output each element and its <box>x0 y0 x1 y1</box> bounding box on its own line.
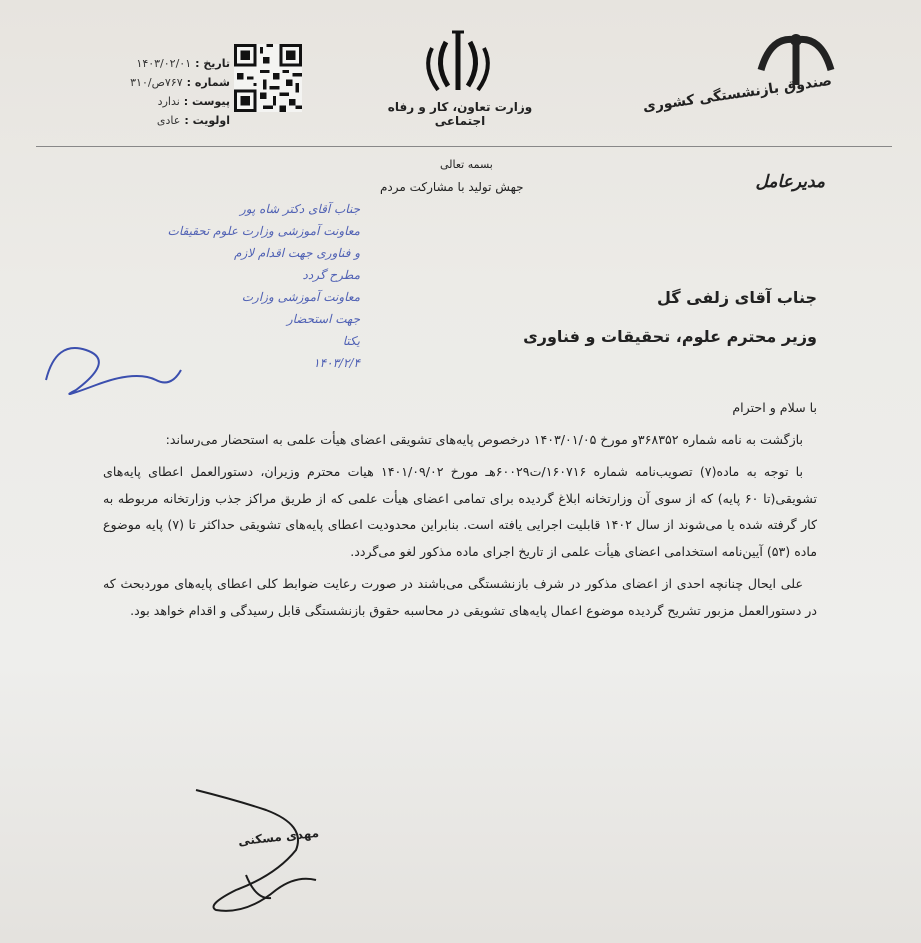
qr-code <box>234 44 302 112</box>
signature <box>176 780 336 920</box>
paragraph: علی ایحال چنانچه احدی از اعضای مذکور در شرف بازنشستگی می‌باشند در صورت رعایت ضوابط کلی اعطای پایه‌های موردبحث که در دستورالعمل مزبور تشریح گردیده موضوع اعمال پایه‌های تشویقی در محاسبه حقوق بازنشستگی قابل رسیدگی و اقدام خواهد بود. <box>103 576 817 618</box>
addressee-name: جناب آقای زلفی گل <box>657 288 817 307</box>
signer-name: مهدی مسکنی <box>237 825 320 849</box>
note-line: معاونت آموزشی وزارت <box>241 290 360 304</box>
meta-attachment: پیوست : ندارد <box>157 95 230 108</box>
paragraph: بازگشت به نامه شماره ۳۶۸۳۵۲و مورخ ۱۴۰۳/۰۱/۰۵ درخصوص پایه‌های تشویقی اعضای هیأت علمی به استحضار می‌رساند: <box>165 431 803 447</box>
note-line: جهت استحضار <box>286 312 360 326</box>
greeting: با سلام و احترام <box>732 400 817 415</box>
note-line: جناب آقای دکتر شاه پور <box>240 202 360 216</box>
sender-title: مدیرعامل <box>755 172 825 192</box>
national-emblem <box>418 28 498 98</box>
note-line: یکتا <box>342 334 360 348</box>
organization-name: صندوق بازنشستگی کشوری <box>642 72 834 116</box>
note-line: و فناوری جهت اقدام لازم <box>234 246 360 260</box>
header-divider <box>36 146 892 147</box>
ministry-name: وزارت تعاون، کار و رفاه اجتماعی <box>387 100 533 128</box>
year-slogan: جهش تولید با مشارکت مردم <box>380 180 524 194</box>
meta-date: تاریخ : ۱۴۰۳/۰۲/۰۱ <box>136 57 230 70</box>
paragraph: با توجه به ماده(۷) تصویب‌نامه شماره ۱۶۰۷۱۶/ت۶۰۰۲۹هـ مورخ ۱۴۰۱/۰۹/۰۲ هیات محترم وزیران، دستورالعمل اعطای پایه‌های تشویقی(تا ۶۰ پایه) که از سوی آن وزارتخانه ابلاغ گردیده برای تمامی اعضای هیأت علمی که از طریق مراکز جذب وزارتخانه مربوطه به کار گرفته شده یا می‌شوند از سال ۱۴۰۲ قابلیت اجرایی یافته است. بنابراین محدودیت اعطای پایه‌های تشویقی حداکثر تا (۷) پایه موضوع ماده (۵۳) آیین‌نامه استخدامی اعضای هیأت علمی از تاریخ اجرای ماده مذکور لغو می‌گردد. <box>103 464 817 559</box>
basmala: بسمه تعالی <box>440 158 493 171</box>
letter-meta <box>40 54 230 130</box>
letter-body <box>103 395 817 630</box>
addressee-title: وزیر محترم علوم، تحقیقات و فناوری <box>523 327 817 346</box>
note-line: ۱۴۰۳/۲/۴ <box>313 356 360 370</box>
meta-priority: اولویت : عادی <box>156 114 230 127</box>
note-line: مطرح گردد <box>302 268 360 282</box>
note-line: معاونت آموزشی وزارت علوم تحقیقات <box>167 224 360 238</box>
meta-number: شماره : ۷۶۷ص/۳۱۰ <box>130 76 230 89</box>
